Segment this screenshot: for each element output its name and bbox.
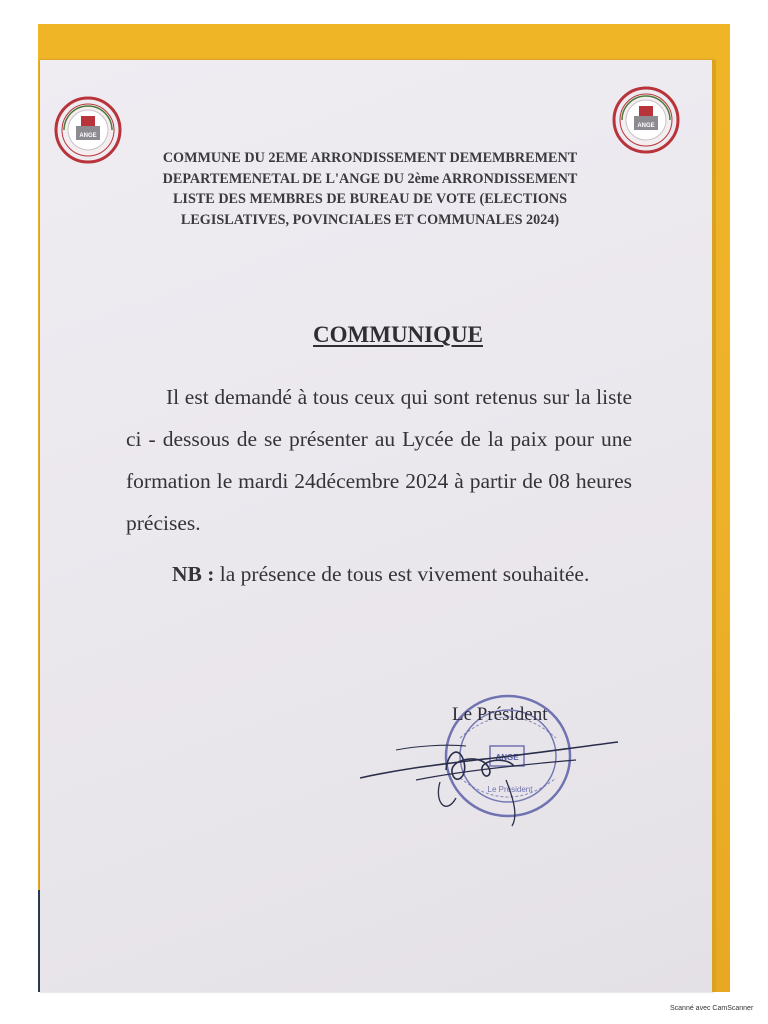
header-line-2: DEPARTEMENETAL DE L'ANGE DU 2ème ARRONDISSEMENT — [162, 170, 578, 187]
handwritten-signature — [356, 720, 620, 830]
commission-logo-right — [612, 86, 680, 154]
nb-label: NB : — [172, 562, 215, 586]
scanner-watermark: Scanné avec CamScanner — [670, 1005, 754, 1012]
header-line-1: COMMUNE DU 2EME ARRONDISSEMENT DEMEMBREMENT — [162, 150, 578, 166]
header-line-4: LEGISLATIVES, POVINCIALES ET COMMUNALES 2024) — [180, 211, 560, 228]
nb-paragraph — [132, 554, 632, 594]
stamp-signatory: Le Président — [487, 785, 533, 794]
paper-edge-shadow — [712, 60, 716, 992]
logo-text: ANGE — [79, 133, 97, 139]
nb-text: la présence de tous est vivement souhaitée. — [214, 562, 590, 586]
logo-text: ANGE — [637, 123, 655, 129]
header-line-3: LISTE DES MEMBRES DE BUREAU DE VOTE (ELECTIONS — [172, 191, 568, 207]
signature-title: Le Président — [452, 704, 548, 725]
stamp-text: ANGE — [495, 753, 519, 762]
communique-body — [126, 376, 632, 594]
document-header — [112, 148, 628, 230]
announcement-paragraph: Il est demandé à tous ceux qui sont retenus sur la liste ci - dessous de se présenter au Lycée de la paix pour une formation le mardi 24décembre 2024 à partir de 08 heures précises. — [126, 385, 632, 535]
communique-title: COMMUNIQUE — [313, 322, 483, 347]
